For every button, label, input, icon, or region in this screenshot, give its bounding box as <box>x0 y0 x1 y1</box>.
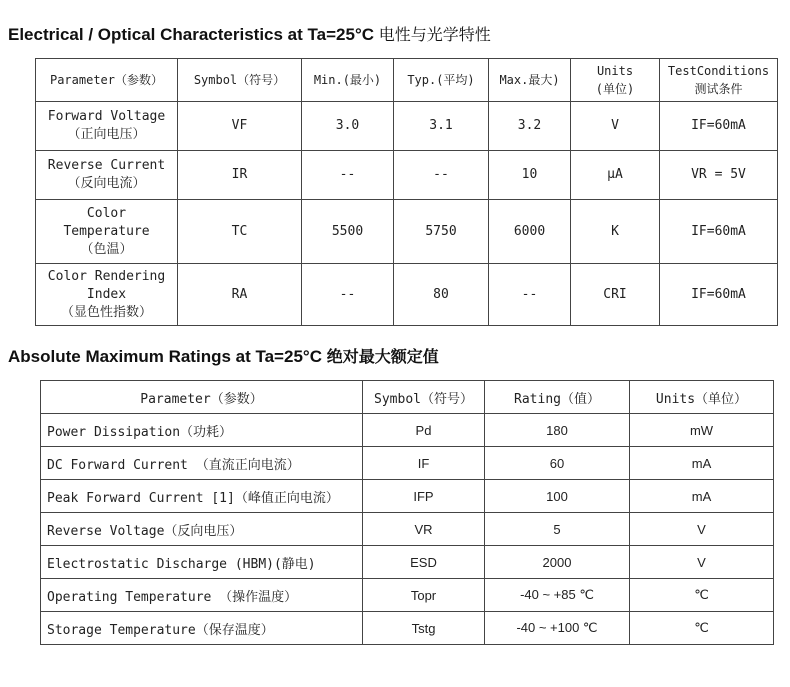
unit-cell: ℃ <box>630 579 774 612</box>
header-units: Units（单位） <box>630 381 774 414</box>
param-en: Color Rendering <box>47 268 166 284</box>
section1-title <box>8 22 491 45</box>
header-parameter: Parameter（参数） <box>41 381 363 414</box>
symbol-cell: VR <box>363 513 485 546</box>
table-row <box>41 579 774 612</box>
symbol-cell: RA <box>178 264 302 326</box>
param-cell <box>36 151 178 200</box>
table-row <box>36 151 778 200</box>
table-row <box>41 513 774 546</box>
param-cell <box>36 102 178 151</box>
rating-cell: -40 ~ +85 ℃ <box>485 579 630 612</box>
param-en: Color <box>86 205 127 221</box>
typ-cell: 5750 <box>394 200 489 264</box>
param-en: Reverse Current <box>47 158 166 173</box>
cond-cell: IF=60mA <box>660 102 778 151</box>
unit-cell: V <box>571 102 660 151</box>
table-row <box>36 200 778 264</box>
table-row <box>36 264 778 326</box>
section2-title-en: Absolute Maximum Ratings at Ta=25°C <box>8 347 322 366</box>
section2-title <box>8 344 439 367</box>
param-cell: DC Forward Current （直流正向电流） <box>41 447 363 480</box>
rating-cell: 2000 <box>485 546 630 579</box>
section2-title-cn: 绝对最大额定值 <box>326 347 439 366</box>
unit-cell: μA <box>571 151 660 200</box>
section1-title-en: Electrical / Optical Characteristics at Ta=25°C <box>8 25 375 44</box>
table-row <box>41 447 774 480</box>
unit-cell: K <box>571 200 660 264</box>
cond-cell: IF=60mA <box>660 264 778 326</box>
symbol-cell: Pd <box>363 414 485 447</box>
header-test-cn: 测试条件 <box>694 82 743 96</box>
symbol-cell: Tstg <box>363 612 485 645</box>
header-typ: Typ.(平均) <box>394 59 489 102</box>
header-parameter: Parameter（参数） <box>36 59 178 102</box>
symbol-cell: TC <box>178 200 302 264</box>
param-en-2: Temperature <box>63 223 150 239</box>
rating-cell: 180 <box>485 414 630 447</box>
unit-cell: V <box>630 513 774 546</box>
max-cell: 3.2 <box>489 102 571 151</box>
unit-cell: ℃ <box>630 612 774 645</box>
header-units <box>571 59 660 102</box>
header-symbol: Symbol（符号） <box>363 381 485 414</box>
param-en-2: Index <box>86 286 127 302</box>
param-cn: （正向电压） <box>67 127 146 142</box>
header-rating: Rating（值） <box>485 381 630 414</box>
param-cn: （显色性指数） <box>60 304 152 320</box>
header-test-conditions <box>660 59 778 102</box>
typ-cell: -- <box>394 151 489 200</box>
header-units-en: Units <box>596 64 634 78</box>
param-en: Forward Voltage <box>47 109 166 124</box>
cond-cell: IF=60mA <box>660 200 778 264</box>
min-cell: 5500 <box>302 200 394 264</box>
header-max: Max.最大) <box>489 59 571 102</box>
symbol-cell: ESD <box>363 546 485 579</box>
rating-cell: 60 <box>485 447 630 480</box>
unit-cell: mA <box>630 447 774 480</box>
symbol-cell: IFP <box>363 480 485 513</box>
unit-cell: mW <box>630 414 774 447</box>
min-cell: -- <box>302 264 394 326</box>
header-units-cn: (单位) <box>595 82 635 96</box>
param-cell: Electrostatic Discharge (HBM)(静电) <box>41 546 363 579</box>
table-row <box>36 102 778 151</box>
typ-cell: 3.1 <box>394 102 489 151</box>
table-row <box>41 414 774 447</box>
param-cell: Reverse Voltage（反向电压） <box>41 513 363 546</box>
cond-cell: VR = 5V <box>660 151 778 200</box>
table-row <box>41 480 774 513</box>
table-header-row <box>36 59 778 102</box>
header-test-en: TestConditions <box>667 64 770 78</box>
param-cell: Operating Temperature （操作温度） <box>41 579 363 612</box>
param-cell: Power Dissipation（功耗） <box>41 414 363 447</box>
table-row <box>41 546 774 579</box>
header-symbol: Symbol（符号） <box>178 59 302 102</box>
rating-cell: 100 <box>485 480 630 513</box>
unit-cell: CRI <box>571 264 660 326</box>
electrical-optical-table <box>35 58 778 326</box>
unit-cell: mA <box>630 480 774 513</box>
param-cell <box>36 200 178 264</box>
table-header-row <box>41 381 774 414</box>
typ-cell: 80 <box>394 264 489 326</box>
symbol-cell: IR <box>178 151 302 200</box>
table-row <box>41 612 774 645</box>
section1-title-cn: 电性与光学特性 <box>378 25 491 44</box>
rating-cell: 5 <box>485 513 630 546</box>
absolute-max-ratings-table <box>40 380 774 645</box>
min-cell: 3.0 <box>302 102 394 151</box>
rating-cell: -40 ~ +100 ℃ <box>485 612 630 645</box>
symbol-cell: Topr <box>363 579 485 612</box>
header-min: Min.(最小) <box>302 59 394 102</box>
param-cell: Storage Temperature（保存温度） <box>41 612 363 645</box>
param-cn: （反向电流） <box>67 176 146 191</box>
param-cell <box>36 264 178 326</box>
symbol-cell: VF <box>178 102 302 151</box>
max-cell: 10 <box>489 151 571 200</box>
max-cell: 6000 <box>489 200 571 264</box>
symbol-cell: IF <box>363 447 485 480</box>
param-cn: （色温） <box>80 241 133 257</box>
unit-cell: V <box>630 546 774 579</box>
param-cell: Peak Forward Current [1]（峰值正向电流） <box>41 480 363 513</box>
min-cell: -- <box>302 151 394 200</box>
max-cell: -- <box>489 264 571 326</box>
